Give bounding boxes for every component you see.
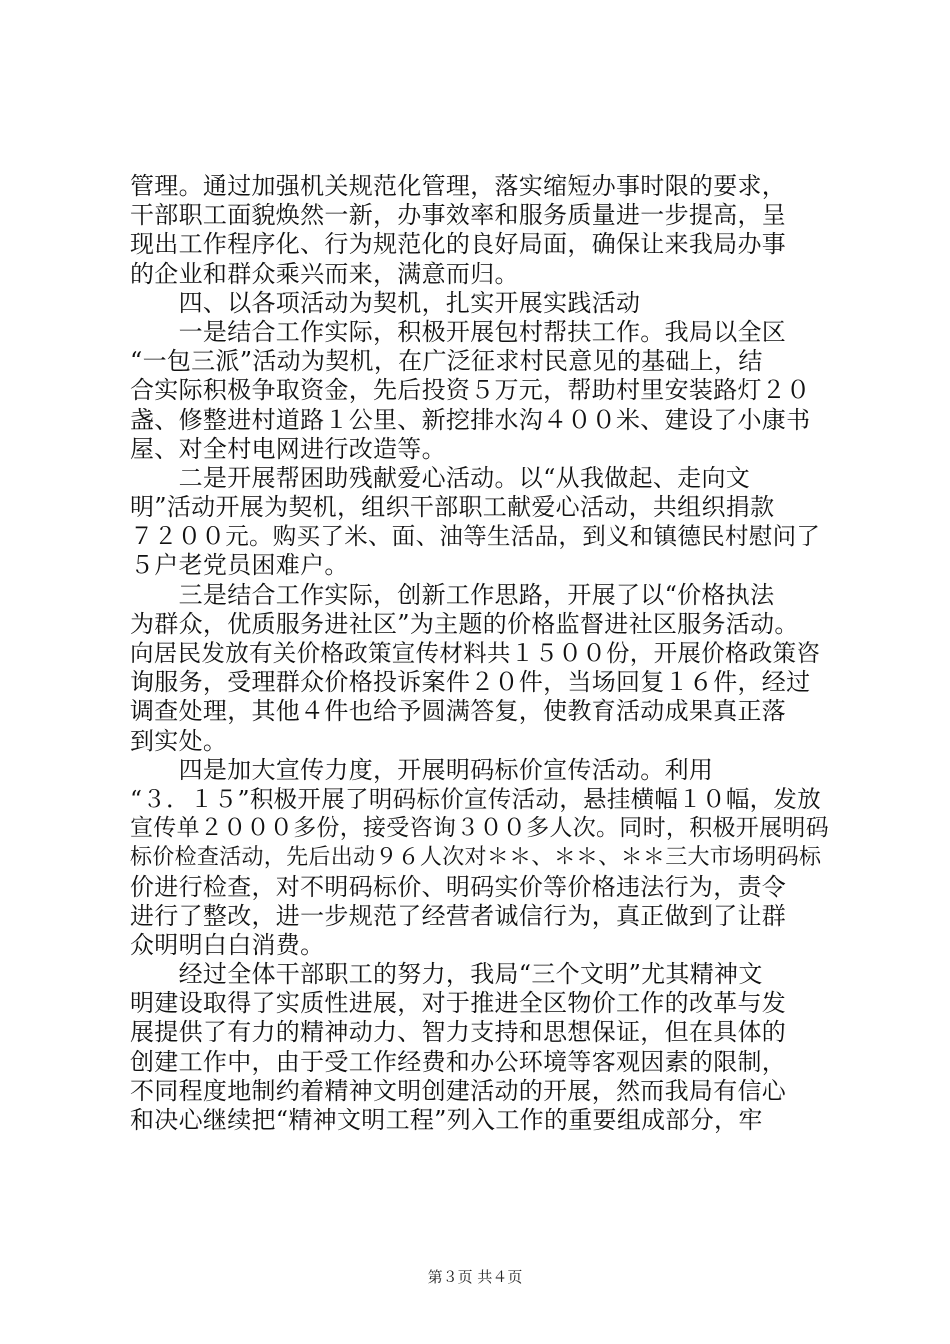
- text-line: 价进行检查，对不明码标价、明码实价等价格违法行为，责令: [130, 872, 787, 901]
- text-line: 三是结合工作实际，创新工作思路，开展了以“价格执法: [130, 580, 775, 609]
- text-line: “３．１５”积极开展了明码标价宣传活动，悬挂横幅１０幅，发放: [130, 784, 822, 813]
- text-line: 四、以各项活动为契机，扎实开展实践活动: [130, 288, 641, 317]
- text-line: 创建工作中，由于受工作经费和办公环境等客观因素的限制，: [130, 1047, 787, 1076]
- text-line: 宣传单２０００多份，接受咨询３００多人次。同时，积极开展明码: [130, 815, 829, 842]
- text-line: 和决心继续把“精神文明工程”列入工作的重要组成部分，牢: [130, 1106, 763, 1134]
- text-line: 不同程度地制约着精神文明创建活动的开展，然而我局有信心: [130, 1076, 787, 1105]
- text-line: 为群众，优质服务进社区”为主题的价格监督进社区服务活动。: [130, 609, 799, 638]
- text-line: 合实际积极争取资金，先后投资５万元，帮助村里安装路灯２０: [130, 376, 811, 405]
- text-line: 管理。通过加强机关规范化管理，落实缩短办事时限的要求，: [130, 172, 787, 200]
- text-line: 标价检查活动，先后出动９６人次对＊＊、＊＊、＊＊三大市场明码标: [130, 845, 822, 871]
- text-line: 进行了整改，进一步规范了经营者诚信行为，真正做到了让群: [130, 901, 787, 930]
- text-line: 四是加大宣传力度，开展明码标价宣传活动。利用: [130, 755, 714, 784]
- text-line: 调查处理，其他４件也给予圆满答复，使教育活动成果真正落: [130, 697, 787, 726]
- text-line: 屋、对全村电网进行改造等。: [130, 434, 446, 463]
- body-text: [130, 172, 830, 1135]
- text-line: 明”活动开展为契机，组织干部职工献爱心活动，共组织捐款: [130, 493, 775, 522]
- text-line: “一包三派”活动为契机，在广泛征求村民意见的基础上，结: [130, 347, 763, 376]
- text-line: 众明明白白消费。: [130, 930, 325, 959]
- text-line: 向居民发放有关价格政策宣传材料共１５００份，开展价格政策咨: [130, 639, 821, 667]
- text-line: 二是开展帮困助残献爱心活动。以“从我做起、走向文: [130, 463, 751, 492]
- text-line: 的企业和群众乘兴而来，满意而归。: [130, 259, 519, 288]
- text-line: 一是结合工作实际，积极开展包村帮扶工作。我局以全区: [130, 317, 787, 346]
- text-line: 盏、修整进村道路１公里、新挖排水沟４００米、建设了小康书: [130, 405, 811, 434]
- text-line: 展提供了有力的精神动力、智力支持和思想保证，但在具体的: [130, 1018, 787, 1047]
- text-line: 到实处。: [130, 726, 228, 755]
- text-line: ７２００元。购买了米、面、油等生活品，到义和镇德民村慰问了: [130, 522, 821, 551]
- text-line: 明建设取得了实质性进展，对于推进全区物价工作的改革与发: [130, 989, 787, 1018]
- text-line: 干部职工面貌焕然一新，办事效率和服务质量进一步提高，呈: [130, 201, 787, 230]
- page-footer: 第３页 共４页: [427, 1268, 523, 1286]
- text-line: ５户老党员困难户。: [130, 551, 349, 580]
- text-line: 经过全体干部职工的努力，我局“三个文明”尤其精神文: [130, 960, 763, 989]
- text-line: 询服务，受理群众价格投诉案件２０件，当场回复１６件，经过: [130, 668, 811, 697]
- text-line: 现出工作程序化、行为规范化的良好局面，确保让来我局办事: [130, 230, 787, 259]
